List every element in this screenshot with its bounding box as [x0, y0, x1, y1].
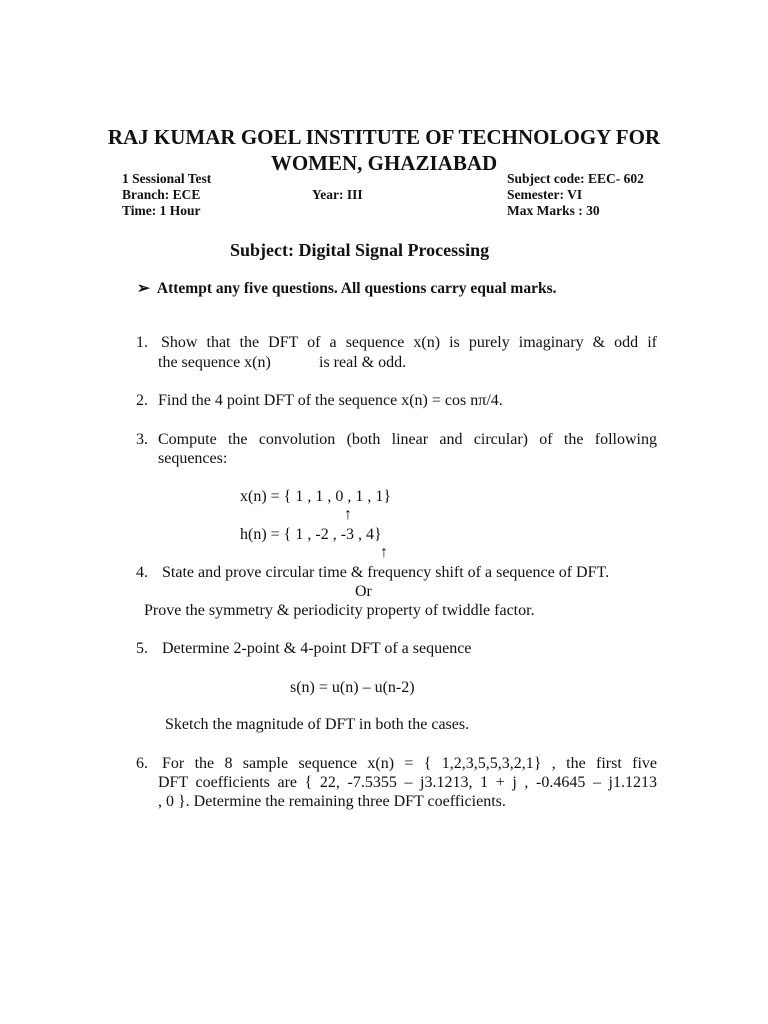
q3-number: 3. [136, 431, 148, 448]
instruction-row [137, 279, 556, 298]
q4-number: 4. [136, 564, 148, 581]
origin-arrow-h-icon: ↑ [380, 544, 388, 561]
q1-line2a: the sequence x(n) [158, 354, 271, 371]
arrowhead-bullet-icon: ➢ [137, 280, 150, 297]
max-marks: Max Marks : 30 [507, 203, 600, 218]
institute-title-line2: WOMEN, GHAZIABAD [270, 151, 498, 175]
q6-line3: , 0 }. Determine the remaining three DFT coefficients. [158, 793, 506, 810]
q4-or: Or [355, 583, 372, 600]
branch: Branch: ECE [122, 187, 201, 202]
q3-line2: sequences: [158, 450, 228, 467]
instruction-text: Attempt any five questions. All questions carry equal marks. [156, 280, 557, 297]
year: Year: III [312, 187, 363, 202]
subject-heading: Subject: Digital Signal Processing [230, 240, 490, 260]
q1-number: 1. [136, 334, 148, 351]
q6-number: 6. [136, 755, 148, 772]
institute-title [100, 124, 668, 176]
q4-alternative: Prove the symmetry & periodicity property of twiddle factor. [144, 602, 535, 619]
q5-text: Determine 2-point & 4-point DFT of a sequence [162, 640, 472, 657]
q4-text: State and prove circular time & frequency shift of a sequence of DFT. [162, 564, 610, 581]
q2-number: 2. [136, 392, 148, 409]
institute-title-line1: RAJ KUMAR GOEL INSTITUTE OF TECHNOLOGY FOR [107, 125, 661, 149]
q3-h-sequence: h(n) = { 1 , -2 , -3 , 4} [240, 526, 382, 543]
subject-code: Subject code: EEC- 602 [507, 171, 644, 186]
q3-x-sequence: x(n) = { 1 , 1 , 0 , 1 , 1} [240, 488, 392, 505]
q1-line2b: is real & odd. [319, 354, 407, 371]
semester: Semester: VI [507, 187, 583, 202]
q6-line2: DFT coefficients are { 22, -7.5355 – j3.1213, 1 + j , -0.4645 – j1.1213 [158, 774, 657, 791]
q3-line1: Compute the convolution (both linear and circular) of the following [158, 431, 657, 448]
q1-line1: Show that the DFT of a sequence x(n) is purely imaginary & odd if [161, 334, 657, 351]
q5-sketch: Sketch the magnitude of DFT in both the cases. [165, 716, 470, 733]
test-label: 1 Sessional Test [122, 171, 212, 186]
q5-equation: s(n) = u(n) – u(n-2) [290, 679, 415, 696]
q5-number: 5. [136, 640, 148, 657]
time: Time: 1 Hour [122, 203, 201, 218]
origin-arrow-x-icon: ↑ [344, 506, 352, 523]
q2-text: Find the 4 point DFT of the sequence x(n) = cos nπ/4. [158, 392, 503, 409]
q6-line1: For the 8 sample sequence x(n) = { 1,2,3,5,5,3,2,1} , the first five [162, 755, 657, 772]
